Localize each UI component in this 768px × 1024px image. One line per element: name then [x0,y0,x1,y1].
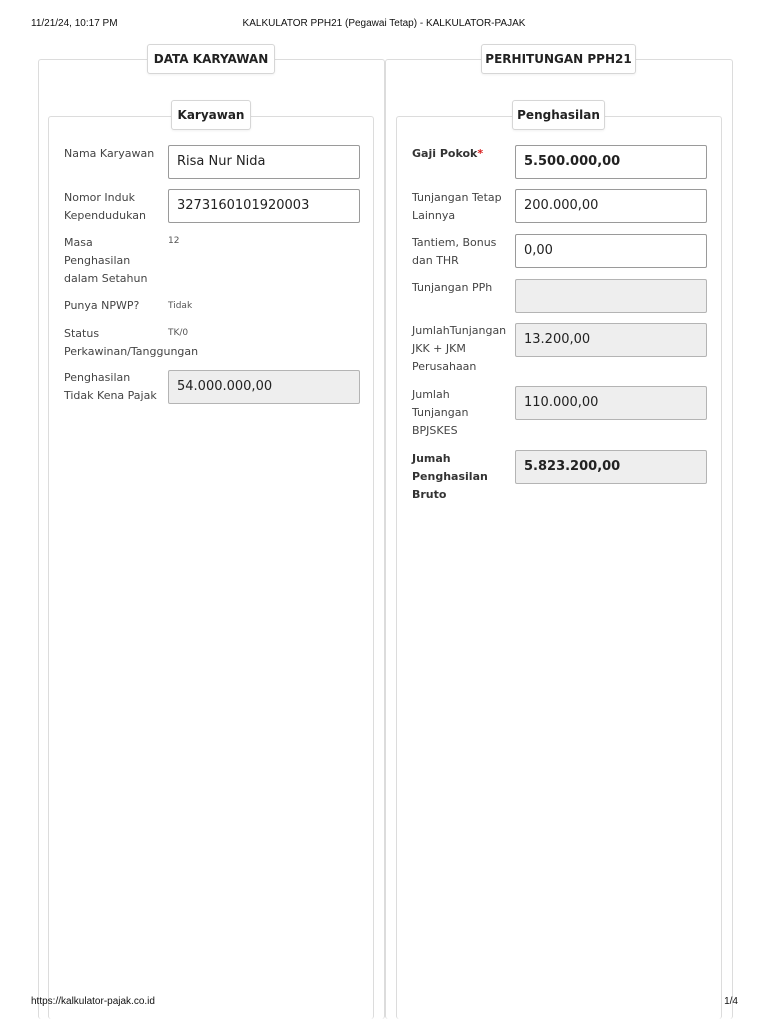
status-perkawinan-label: Status Perkawinan/Tanggungan [64,327,199,358]
bpjs-kes-label: Jumlah Tunjangan BPJSKES [412,388,469,437]
nama-karyawan-input[interactable]: Risa Nur Nida [168,145,360,179]
perhitungan-pph21-title: PERHITUNGAN PPH21 [481,44,636,74]
tunjangan-tetap-input[interactable]: 200.000,00 [515,189,707,223]
masa-penghasilan-label: Masa Penghasilan dalam Setahun [64,236,148,285]
print-url: https://kalkulator-pajak.co.id [31,996,155,1007]
karyawan-section [48,116,374,1019]
tantiem-bonus-label: Tantiem, Bonus dan THR [412,236,497,267]
required-marker: * [477,147,484,160]
penghasilan-bruto-label: Jumah Penghasilan Bruto [412,452,488,501]
print-page-title: KALKULATOR PPH21 (Pegawai Tetap) - KALKULATOR-PAJAK [242,18,526,29]
gaji-pokok-input[interactable]: 5.500.000,00 [515,145,707,179]
penghasilan-bruto-input: 5.823.200,00 [515,450,707,484]
npwp-value: Tidak [168,301,193,311]
nik-input[interactable]: 3273160101920003 [168,189,360,223]
penghasilan-section-title: Penghasilan [512,100,605,130]
masa-penghasilan-value: 12 [168,236,180,246]
data-karyawan-panel [38,59,385,1019]
print-footer [0,996,768,1010]
jkk-jkm-input: 13.200,00 [515,323,707,357]
ptkp-label: Penghasilan Tidak Kena Pajak [64,371,157,402]
nik-label: Nomor Induk Kependudukan [64,191,146,222]
tunjangan-pph-label: Tunjangan PPh [412,281,493,294]
tantiem-bonus-input[interactable]: 0,00 [515,234,707,268]
gaji-pokok-label: Gaji Pokok* [412,147,484,160]
print-datetime: 11/21/24, 10:17 PM [31,18,118,29]
bpjs-kes-input: 110.000,00 [515,386,707,420]
perhitungan-pph21-panel [385,59,733,1019]
jkk-jkm-label: JumlahTunjangan JKK + JKM Perusahaan [412,324,507,373]
print-page-number: 1/4 [724,996,738,1007]
karyawan-section-title: Karyawan [171,100,251,130]
nama-karyawan-label: Nama Karyawan [64,147,155,160]
npwp-label: Punya NPWP? [64,299,140,312]
tunjangan-tetap-label: Tunjangan Tetap Lainnya [412,191,502,222]
ptkp-input: 54.000.000,00 [168,370,360,404]
status-perkawinan-value: TK/0 [168,328,189,338]
data-karyawan-title: DATA KARYAWAN [147,44,275,74]
penghasilan-section [396,116,722,1019]
print-header [0,18,768,32]
tunjangan-pph-input [515,279,707,313]
